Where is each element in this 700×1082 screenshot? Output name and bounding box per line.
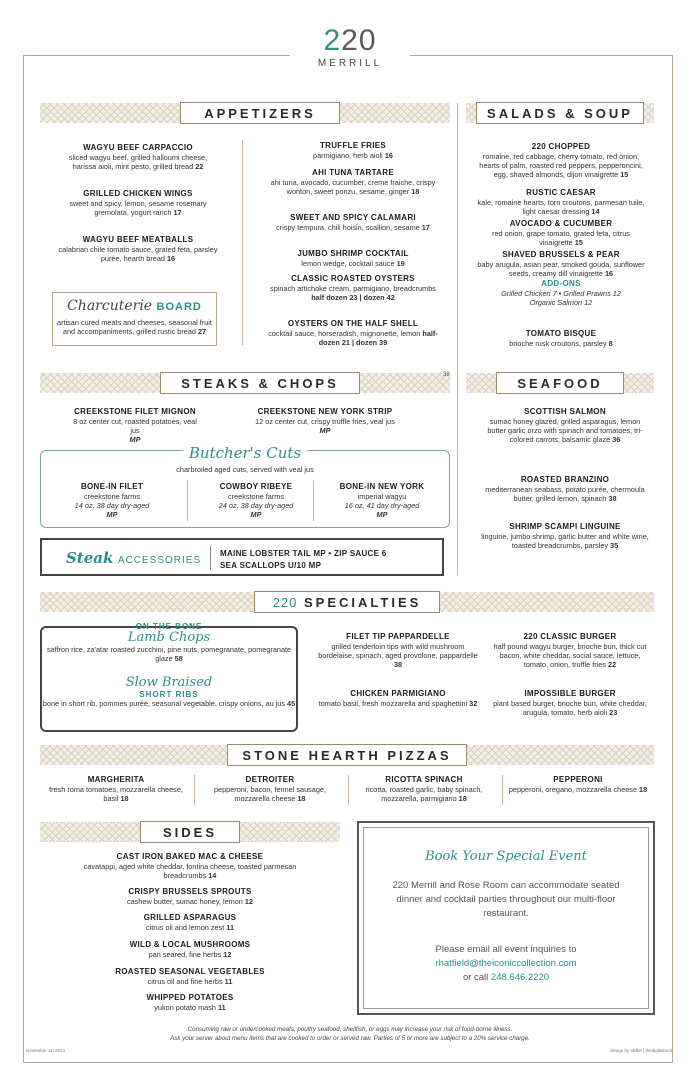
butchers-cuts-subtitle: charbroiled aged cuts, served with veal jus [176, 465, 314, 474]
event-paragraph: 220 Merrill and Rose Room can accommodate seated dinner and cocktail parties throughout our multi-floor restaurant. [392, 880, 620, 919]
item-price: 12 [223, 950, 232, 959]
divider [348, 775, 349, 805]
item-price: 18 [120, 794, 129, 803]
charcuterie-word: BOARD [156, 301, 202, 313]
item-name: RICOTTA SPINACH [385, 775, 463, 784]
item-desc: 8 oz center cut, roasted potatoes, veal jus [73, 417, 197, 435]
item-price: 11 [217, 1003, 226, 1012]
item-desc: fresh roma tomatoes, mozzarella cheese, basil 18 [49, 785, 183, 803]
item-price: 23 [609, 708, 618, 717]
event-inquiry-text: Please email all event inquiries to [435, 944, 577, 955]
item-price: 18 [411, 187, 420, 196]
menu-item [480, 474, 650, 503]
item-name: OYSTERS ON THE HALF SHELL [287, 319, 419, 328]
item-price: 38 [393, 660, 403, 669]
seafood-heading: SEAFOOD [496, 372, 624, 394]
item-desc: citrus oil and fine herbs 11 [147, 977, 233, 986]
item-price: MP [319, 426, 331, 435]
item-name: CLASSIC ROASTED OYSTERS [291, 274, 415, 283]
footer-date: November 11, 2021 [26, 1048, 66, 1053]
item-name: ROASTED SEASONAL VEGETABLES [115, 967, 265, 976]
seafood-band [466, 373, 654, 393]
event-box [357, 821, 655, 1015]
specialties-heading: 220 SPECIALTIES [254, 591, 440, 613]
item-desc: cavatappi, aged white cheddar, fontina cheese, toasted parmesan breadcrumbs 14 [83, 862, 297, 880]
butchers-cuts-title: Butcher's Cuts [183, 444, 307, 462]
menu-item [268, 167, 438, 196]
item-price: 22 [608, 660, 617, 669]
footer-disclaimer: Consuming raw or undercooked meats, poultry seafood, shellfish, or eggs may increase your risk of food-borne illness. Ask your server about menu items that are cooked to order or served raw. Parties of 5 or more are subject to a 20% service charge. [170, 1026, 530, 1042]
item-desc: kale, romaine hearts, torn croutons, parmesan tuile, light caesar dressing 14 [477, 198, 645, 216]
menu-item [476, 187, 646, 216]
item-price: 15 [574, 238, 583, 247]
item-name: IMPOSSIBLE BURGER [524, 689, 616, 698]
item-desc: tomato basil, fresh mozzarella and spaghettini 32 [318, 699, 478, 708]
menu-item [476, 218, 646, 247]
ribs-script: Slow Braised [125, 675, 213, 690]
menu-item [42, 774, 190, 803]
item-price: 16 [605, 269, 614, 278]
menu-item [80, 992, 300, 1012]
item-desc: lemon wedge, cocktail sauce 19 [301, 259, 405, 268]
menu-item [196, 774, 344, 803]
item-name: CRISPY BRUSSELS SPROUTS [128, 887, 252, 896]
item-desc: pan seared, fine herbs 12 [148, 950, 232, 959]
item-desc: ricotta, roasted garlic, baby spinach, mozzarella, parmigiano 18 [365, 785, 483, 803]
column-divider [457, 103, 458, 575]
item-desc: ahi tuna, avocado, cucumber, creme fraiche, crispy wonton, sweet ponzu, sesame, ginger 18 [270, 178, 436, 196]
item-desc: crispy tempura, chili hoisin, scallion, sesame 17 [276, 223, 430, 232]
logo: 220 MERRILL [290, 26, 410, 69]
item-desc: romaine, red cabbage, cherry tomato, red onion, hearts of palm, roasted red peppers, pepperoncini, egg, shaved almonds, dijon vinaigrette 15 [479, 152, 643, 179]
event-phone-link[interactable]: 248.646.2220 [490, 972, 550, 983]
sides-heading: SIDES [140, 821, 240, 843]
item-price: 12 [244, 897, 254, 906]
item-price: 11 [226, 923, 235, 932]
menu-item [318, 631, 478, 669]
item-name: AHI TUNA TARTARE [312, 168, 394, 177]
butchers-cuts-box [40, 444, 450, 528]
item-price: half-dozen 21 | dozen 39 [318, 329, 438, 347]
charcuterie-script: Charcuterie [67, 298, 153, 314]
menu-item [80, 851, 300, 880]
appetizers-band [40, 103, 450, 123]
item-name: 220 CLASSIC BURGER [523, 632, 617, 641]
item-desc: parmigiano, herb aioli 16 [313, 151, 393, 160]
menu-item [504, 774, 652, 794]
item-desc: baby arugula, asian pear, smoked gouda, sunflower seeds, creamy dill vinaigrette 16 [477, 260, 645, 278]
menu-item [268, 140, 438, 160]
item-desc: sumac honey glazed, grilled asparagus, lemon butter garlic orzo with spinach and tomatoes, tri-colored carrots, balsamic glaze 36 [487, 417, 643, 444]
item-price: half dozen 23 | dozen 42 [311, 293, 395, 302]
item-name: SHAVED BRUSSELS & PEAR [502, 250, 620, 259]
lamb-ribs-box: ON THE BONE Lamb Chops saffron rice, za'atar roasted zucchini, pine nuts, pomegranate, pomegranate glaze 58 Slow Braised SHORT RIBS bone in short rib, pommes purée, seasonal vegetable, crispy onions, au jus 45 [40, 626, 298, 732]
sides-band [40, 822, 340, 842]
menu-item [80, 966, 300, 986]
item-price: 22 [195, 162, 204, 171]
item-name: MARGHERITA [87, 775, 145, 784]
item-desc: grilled tenderloin tips with wild mushroom bordelaise, spinach, aged provolone, pappardelle 38 [318, 642, 478, 669]
item-desc: sweet and spicy, lemon, sesame rosemary gremolata, yogurt ranch 17 [69, 199, 207, 217]
menu-item [70, 406, 200, 444]
item-name: 220 CHOPPED [531, 142, 591, 151]
item-price: 11 [224, 977, 233, 986]
item-price: 16 [384, 151, 393, 160]
item-price: 15 [620, 170, 629, 179]
menu-item [480, 521, 650, 550]
item-price: 32 [469, 699, 478, 708]
item-desc: spinach artichoke cream, parmigiano, breadcrumbs half dozen 23 | dozen 42 [270, 284, 436, 302]
event-call-text: or call [462, 972, 489, 983]
divider [187, 481, 188, 521]
item-name: SHRIMP SCAMPI LINGUINE [509, 522, 621, 531]
item-name: ROASTED BRANZINO [520, 475, 610, 484]
item-desc: plant based burger, brioche bun, white cheddar, arugula, tomato, herb aioli 23 [493, 699, 647, 717]
accessories-script: Steak [66, 549, 114, 567]
item-price: 36 [612, 435, 621, 444]
item-name: PEPPERONI [553, 775, 603, 784]
item-name: TRUFFLE FRIES [319, 141, 387, 150]
item-name: GRILLED CHICKEN WINGS [83, 189, 193, 198]
item-name: CREEKSTONE FILET MIGNON [74, 407, 196, 416]
butchers-cut-item: COWBOY RIBEYE creekstone farms 24 oz, 38 day dry-aged MP [218, 482, 294, 519]
item-desc: yukon potato mash 11 [154, 1003, 226, 1012]
item-desc: 12 oz center cut, crispy truffle fries, veal jus [255, 417, 395, 426]
item-desc: red onion, grape tomato, grated feta, citrus vinaigrette 15 [492, 229, 630, 247]
accessories-line-2: SEA SCALLOPS U/10 MP [220, 561, 322, 570]
item-price: 17 [421, 223, 430, 232]
item-name: FILET TIP PAPPARDELLE [346, 632, 450, 641]
menu-item [268, 248, 438, 268]
menu-item [350, 774, 498, 803]
steak-accessories-box [40, 538, 444, 576]
menu-item [480, 406, 650, 444]
item-name: SWEET AND SPICY CALAMARI [290, 213, 416, 222]
menu-item [490, 688, 650, 717]
item-name: JUMBO SHRIMP COCKTAIL [297, 249, 409, 258]
charcuterie-board-box [52, 292, 217, 346]
item-desc: calabrian chile tomato sauce, grated feta, parsley purée, hearth bread 16 [58, 245, 218, 263]
charcuterie-desc: artisan cured meats and cheeses, seasonal fruit and accompaniments, grilled rustic bread 27 [57, 318, 212, 336]
divider [210, 546, 211, 570]
salads-band [466, 103, 654, 123]
item-name: WAGYU BEEF MEATBALLS [82, 235, 194, 244]
item-price: 18 [639, 785, 648, 794]
menu-item [255, 406, 395, 435]
menu-item [80, 939, 300, 959]
menu-item [268, 212, 438, 232]
item-name: WAGYU BEEF CARPACCIO [83, 143, 193, 152]
event-title: Book Your Special Event [425, 849, 587, 864]
salads-heading: SALADS & SOUP [476, 102, 644, 124]
item-name: AVOCADO & CUCUMBER [509, 219, 613, 228]
steaks-heading: STEAKS & CHOPS [160, 372, 360, 394]
menu-item [476, 141, 646, 179]
item-name: CAST IRON BAKED MAC & CHEESE [116, 852, 264, 861]
item-desc: mediterranean seabass, potato purée, chermoula butter, grilled lemon, spinach 38 [485, 485, 645, 503]
item-desc: sliced wagyu beef, grilled halloumi cheese, harissa aioli, mint pesto, grilled bread 22 [68, 153, 208, 171]
addons [476, 278, 646, 307]
menu-item [80, 886, 300, 906]
item-name: CREEKSTONE NEW YORK STRIP [257, 407, 393, 416]
menu-item [268, 273, 438, 302]
item-price: 14 [208, 871, 217, 880]
menu-item [58, 142, 218, 171]
appetizers-heading: APPETIZERS [180, 102, 340, 124]
pizzas-band [40, 745, 654, 765]
butchers-cut-item: BONE-IN FILET creekstone farms 14 oz, 38 day dry-aged MP [74, 482, 150, 519]
accessories-line-1: MAINE LOBSTER TAIL MP • ZIP SAUCE 6 [220, 549, 387, 558]
lamb-script: Lamb Chops [127, 630, 211, 645]
item-desc: cashew butter, sumac honey, lemon 12 [126, 897, 254, 906]
item-name: DETROITER [245, 775, 295, 784]
menu-item [490, 631, 650, 669]
item-name: GRILLED ASPARAGUS [143, 913, 237, 922]
ribs-word: SHORT RIBS [139, 690, 199, 699]
item-name: WILD & LOCAL MUSHROOMS [129, 940, 251, 949]
menu-item [476, 249, 646, 278]
menu-item [58, 188, 218, 217]
divider [502, 775, 503, 805]
item-price: 18 [297, 794, 306, 803]
item-price: 18 [458, 794, 467, 803]
item-desc: cocktail sauce, horseradish, mignonette, lemon half-dozen 21 | dozen 39 [268, 329, 438, 347]
pizzas-heading: STONE HEARTH PIZZAS [227, 744, 467, 766]
divider [194, 775, 195, 805]
event-email-link[interactable]: rhatfield@theiconiccollection.com [435, 958, 577, 969]
divider [242, 140, 243, 345]
menu-item [268, 318, 438, 347]
item-price: 14 [591, 207, 600, 216]
addons-line-2: Organic Salmon 12 [529, 298, 593, 307]
item-name: RUSTIC CAESAR [526, 188, 596, 197]
item-desc: pepperoni, bacon, fennel sausage, mozzarella cheese 18 [214, 785, 326, 803]
lamb-top: ON THE BONE [135, 622, 203, 631]
item-desc: half pound wagyu burger, brioche bun, thick cut bacon, white cheddar, social sauce, lettuce, tomato, onion, truffle fries 22 [493, 642, 647, 669]
addons-line-1: Grilled Chicken 7 • Grilled Prawns 12 [501, 289, 621, 298]
menu-item [318, 688, 478, 708]
addons-title: ADD-ONS [541, 279, 581, 288]
menu-item [80, 912, 300, 932]
item-price: 17 [173, 208, 182, 217]
divider [313, 481, 314, 521]
specialties-band [40, 592, 654, 612]
item-desc: linguine, jumbo shrimp, garlic butter and white wine, toasted breadcrumbs, parsley 35 [481, 532, 649, 550]
item-price: MP [129, 435, 141, 444]
accessories-word: ACCESSORIES [117, 555, 202, 566]
page-marker: 38 [443, 372, 450, 378]
item-price: 19 [396, 259, 405, 268]
item-name: CHICKEN PARMIGIANO [350, 689, 446, 698]
item-desc: citrus oil and lemon zest 11 [145, 923, 235, 932]
item-price: 16 [167, 254, 176, 263]
menu-item [58, 234, 218, 263]
footer-credit: design by skillet | thedigitalnest [610, 1048, 672, 1053]
item-desc: pepperoni, oregano, mozzarella cheese 18 [508, 785, 648, 794]
item-price: 38 [608, 494, 617, 503]
menu-item-tomato-bisque: TOMATO BISQUE brioche rusk croutons, parsley 8 [509, 329, 613, 348]
event-contact [369, 943, 643, 985]
item-name: WHIPPED POTATOES [146, 993, 234, 1002]
butchers-cut-item: BONE-IN NEW YORK imperial wagyu 16 oz, 41 day dry-aged MP [339, 482, 425, 519]
item-price: 35 [610, 541, 619, 550]
item-name: SCOTTISH SALMON [524, 407, 606, 416]
steaks-band [40, 373, 450, 393]
